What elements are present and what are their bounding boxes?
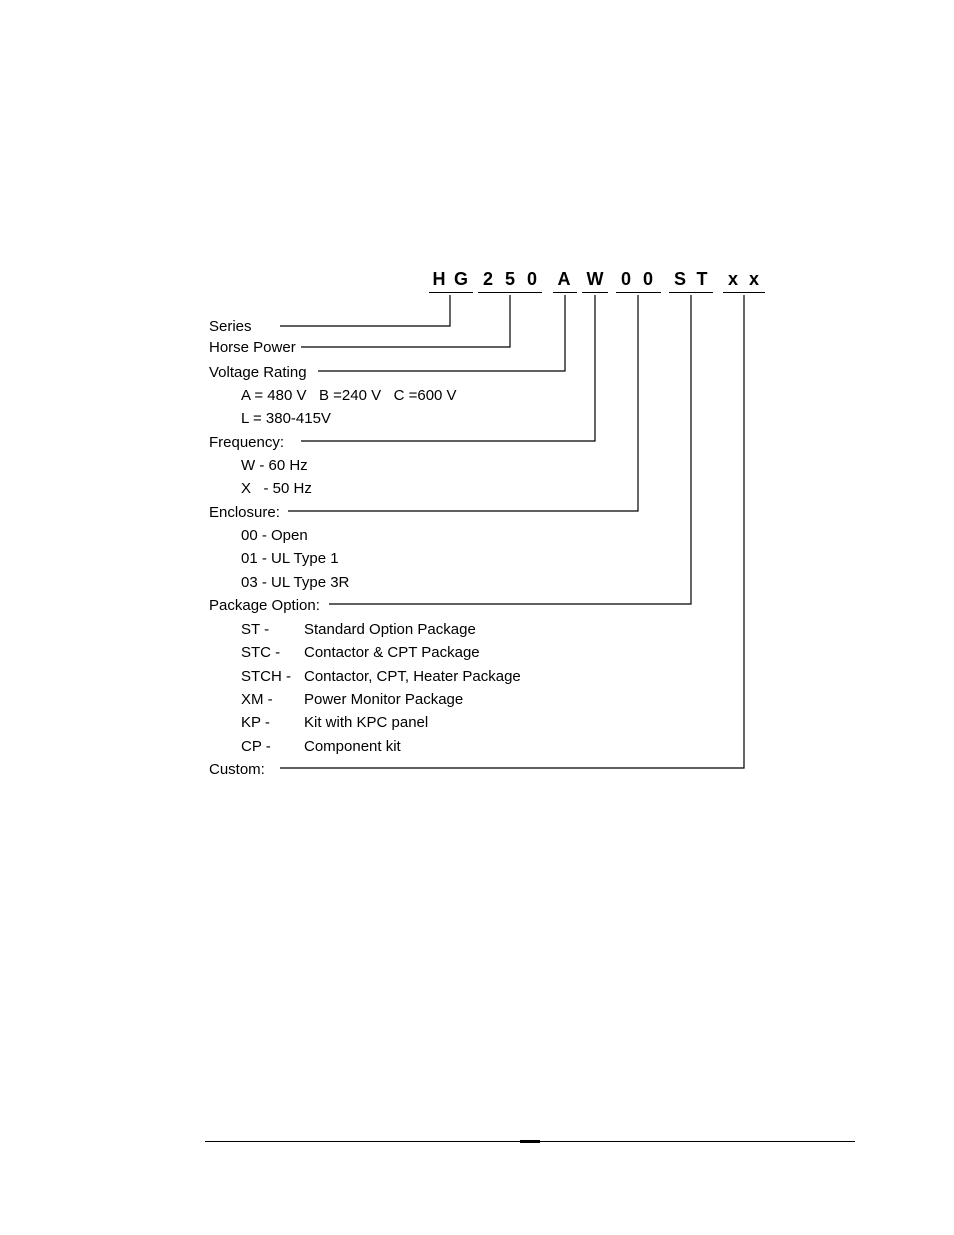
enclosure-option: 00 - Open (241, 527, 308, 544)
package-desc: Contactor, CPT, Heater Package (304, 668, 521, 685)
label-horse-power: Horse Power (209, 339, 296, 356)
code-char: W (586, 269, 604, 289)
package-desc: Power Monitor Package (304, 691, 464, 708)
package-desc: Contactor & CPT Package (304, 644, 480, 661)
code-char: x (727, 269, 738, 289)
package-code: STCH - (241, 668, 291, 685)
label-voltage-rating: Voltage Rating (209, 364, 307, 381)
leader-frequency (301, 295, 595, 441)
leader-voltage (318, 295, 565, 371)
package-code: XM - (241, 691, 273, 708)
code-char: 0 (642, 269, 653, 289)
package-code: STC - (241, 644, 281, 661)
code-char: H (432, 269, 446, 289)
label-frequency: Frequency: (209, 434, 285, 451)
code-char: S (673, 269, 686, 289)
leader-series (280, 295, 450, 326)
footer-page-mark (520, 1140, 540, 1143)
frequency-option: X - 50 Hz (241, 480, 312, 497)
code-char: G (453, 269, 468, 289)
label-package-option: Package Option: (209, 597, 320, 614)
package-desc: Component kit (304, 738, 401, 755)
code-char: 5 (504, 269, 515, 289)
label-enclosure: Enclosure: (209, 504, 280, 521)
enclosure-option: 03 - UL Type 3R (241, 574, 350, 591)
package-code: CP - (241, 738, 271, 755)
package-code: ST - (241, 621, 270, 638)
package-desc: Standard Option Package (304, 621, 476, 638)
label-custom: Custom: (209, 761, 265, 778)
code-char: 0 (620, 269, 631, 289)
voltage-option: A = 480 V B =240 V C =600 V (241, 387, 457, 404)
code-char: 2 (482, 269, 493, 289)
code-char: x (748, 269, 759, 289)
label-series: Series (209, 318, 252, 335)
enclosure-option: 01 - UL Type 1 (241, 550, 339, 567)
code-char: 0 (526, 269, 537, 289)
voltage-option: L = 380-415V (241, 410, 331, 427)
package-desc: Kit with KPC panel (304, 714, 429, 731)
package-code: KP - (241, 714, 270, 731)
leader-horse-power (301, 295, 510, 347)
frequency-option: W - 60 Hz (241, 457, 308, 474)
code-char: A (557, 269, 571, 289)
code-char: T (696, 269, 708, 289)
